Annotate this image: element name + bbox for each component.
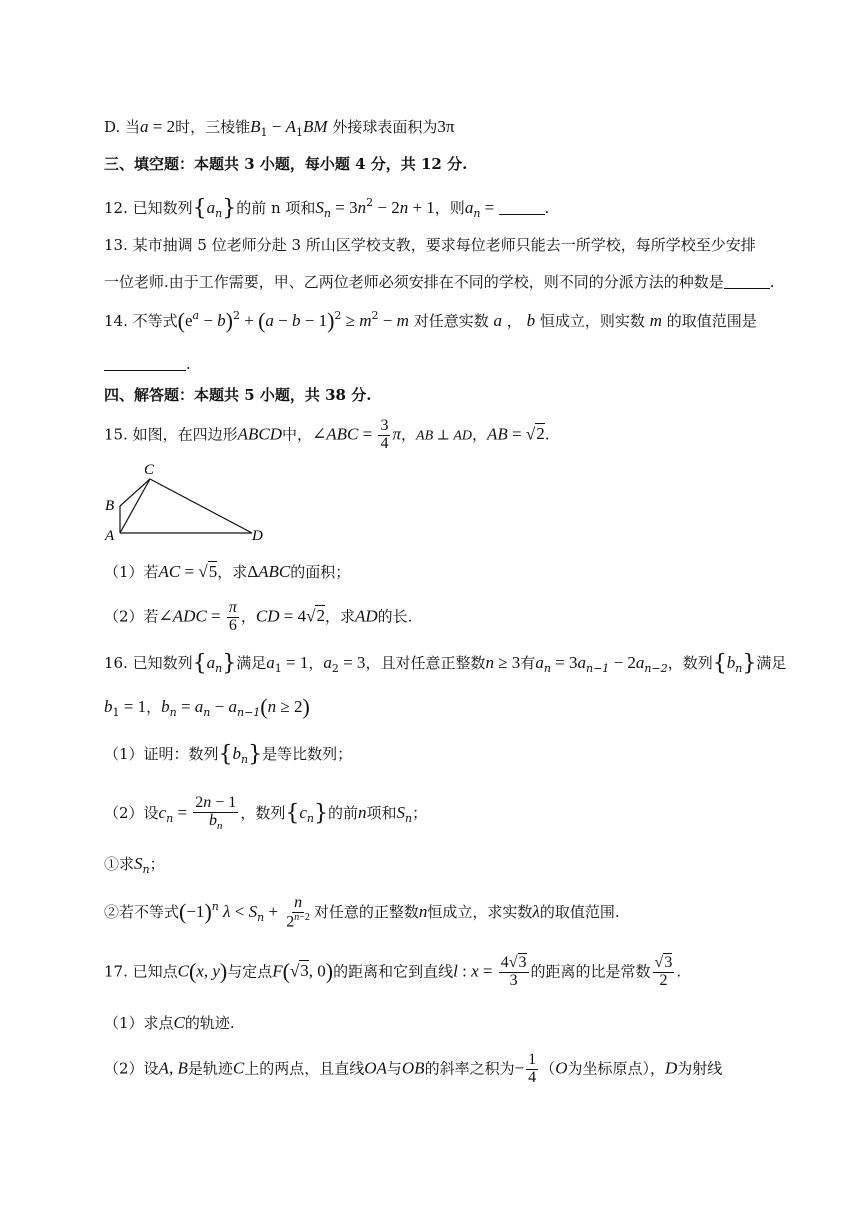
quadrilateral-figure xyxy=(104,460,274,544)
question-14-line1: 14. 不等式$(e^a - b)^2 + (a - b - 1)^2 \ge m^2 - m$ 对任意实数 a ， b 恒成立，则实数 m 的取值范围是 xyxy=(104,308,757,333)
option-d: D. 当a = 2时，三棱锥$B_1 - A_1BM$ 外接球表面积为3π xyxy=(104,117,455,139)
question-16-line1: 16. 已知数列$\{a_n\}$满足$a_1 = 1$，$a_2 = 3$，且对任意正整数n ≥ 3有$a_n = 3a_{n-1} - 2a_{n-2}$，数列$\{b_n\}$满足 xyxy=(104,651,787,676)
question-15-part1: （1）若AC = √5，求ΔABC的面积； xyxy=(104,562,351,581)
question-17: 17. 已知点C(x, y)与定点F(√3, 0)的距离和它到直线l : x = $\frac{4√3}{3}$ 的距离的比是常数 $\frac{√3}{2}$ . xyxy=(104,954,682,989)
question-16-sub1: ①求$S_n$； xyxy=(104,854,165,876)
label-b: B xyxy=(105,498,115,514)
section-3-heading: 三、填空题：本题共 3 小题，每小题 4 分，共 12 分. xyxy=(104,155,468,173)
question-13-line1: 13. 某市抽调 5 位老师分赴 3 所山区学校支教，要求每位老师只能去一所学校，每所学校至少安排 xyxy=(104,236,756,254)
question-16-sub2: ②若不等式$(-1)^n$ $\lambda < S_n$ + $\frac{n}{2^{n-2}}$ 对任意的正整数n恒成立，求实数λ的取值范围. xyxy=(104,894,620,931)
question-16-line2: $b_1 = 1$，$b_n = a_n - a_{n-1}(n \ge 2)$ xyxy=(104,694,310,719)
question-12: 12. 已知数列$\{a_n\}$的前 n 项和$S_n = 3n^2 - 2n + 1$，则$a_n$ = . xyxy=(104,196,550,221)
question-16-part1: （1）证明：数列$\{b_n\}$是等比数列； xyxy=(104,742,353,767)
question-16-part2: （2）设$c_n$ = $\frac{2n - 1}{b_n}$ ，数列$\{c_n\}$的前n项和$S_n$； xyxy=(104,794,428,832)
question-15: 15. 如图，在四边形ABCD中，∠ABC = $\frac{3}{4}$ π，AB ⊥ AD，AB = √2. xyxy=(104,417,550,452)
question-15-part2: （2）若∠ADC = $\frac{\pi}{6}$ ，CD = 4√2，求AD的长. xyxy=(104,599,413,634)
label-a: A xyxy=(105,528,115,544)
question-13-line2: 一位老师.由于工作需要，甲、乙两位老师必须安排在不同的学校，则不同的分派方法的种数是 . xyxy=(104,273,775,291)
question-14-line2: . xyxy=(104,356,191,372)
question-17-part2: （2）设A, B是轨迹C上的两点，且直线OA与OB的斜率之积为− $\frac{1}{4}$ （O为坐标原点），D为射线 xyxy=(104,1051,723,1086)
section-4-heading: 四、解答题：本题共 5 小题，共 38 分. xyxy=(104,386,372,404)
label-c: C xyxy=(144,462,155,478)
question-17-part1: （1）求点C的轨迹. xyxy=(104,1013,235,1032)
label-d: D xyxy=(252,528,263,544)
